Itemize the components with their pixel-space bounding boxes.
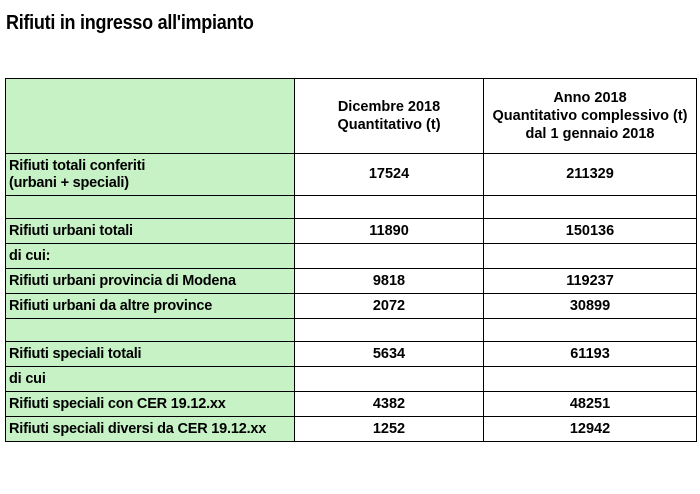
table-row — [6, 219, 697, 244]
december-value: 5634 — [295, 342, 484, 367]
december-value — [295, 196, 484, 219]
year-value — [484, 196, 697, 219]
table-row — [6, 244, 697, 269]
december-value: 4382 — [295, 392, 484, 417]
table-row-blank — [6, 319, 697, 342]
header-year-line: Anno 2018 — [553, 90, 627, 106]
december-value — [295, 319, 484, 342]
header-year-line: dal 1 gennaio 2018 — [525, 126, 655, 142]
table-row — [6, 342, 697, 367]
december-value: 17524 — [295, 154, 484, 196]
december-value: 1252 — [295, 417, 484, 442]
table-row — [6, 417, 697, 442]
waste-intake-table — [5, 78, 697, 442]
table-row — [6, 294, 697, 319]
row-label: Rifiuti urbani totali — [6, 219, 295, 244]
row-label: di cui: — [6, 244, 295, 269]
header-year-line: Quantitativo complessivo (t) — [492, 108, 688, 124]
table-row — [6, 367, 697, 392]
row-label: Rifiuti speciali totali — [6, 342, 295, 367]
header-corner-cell — [6, 79, 295, 154]
year-value: 30899 — [484, 294, 697, 319]
row-label-line: (urbani + speciali) — [9, 174, 129, 191]
year-value: 12942 — [484, 417, 697, 442]
year-value: 211329 — [484, 154, 697, 196]
row-label-line: Rifiuti totali conferiti — [9, 157, 146, 174]
year-value: 61193 — [484, 342, 697, 367]
year-value — [484, 319, 697, 342]
table-row — [6, 154, 697, 196]
header-year — [484, 79, 697, 154]
row-label: Rifiuti urbani provincia di Modena — [6, 269, 295, 294]
year-value — [484, 367, 697, 392]
page-title: Rifiuti in ingresso all'impianto — [6, 12, 254, 34]
row-label — [6, 319, 295, 342]
table-row-blank — [6, 196, 697, 219]
row-label: di cui — [6, 367, 295, 392]
row-label: Rifiuti speciali diversi da CER 19.12.xx — [6, 417, 295, 442]
table-row — [6, 392, 697, 417]
december-value: 11890 — [295, 219, 484, 244]
header-december-line: Dicembre 2018 — [337, 99, 441, 115]
year-value — [484, 244, 697, 269]
year-value: 150136 — [484, 219, 697, 244]
header-december-line: Quantitativo (t) — [337, 117, 441, 133]
row-label — [6, 196, 295, 219]
december-value: 9818 — [295, 269, 484, 294]
year-value: 119237 — [484, 269, 697, 294]
december-value: 2072 — [295, 294, 484, 319]
row-label: Rifiuti urbani da altre province — [6, 294, 295, 319]
table-header-row — [6, 79, 697, 154]
year-value: 48251 — [484, 392, 697, 417]
header-december — [295, 79, 484, 154]
table-row — [6, 269, 697, 294]
december-value — [295, 367, 484, 392]
row-label: Rifiuti speciali con CER 19.12.xx — [6, 392, 295, 417]
december-value — [295, 244, 484, 269]
row-label — [6, 154, 295, 196]
